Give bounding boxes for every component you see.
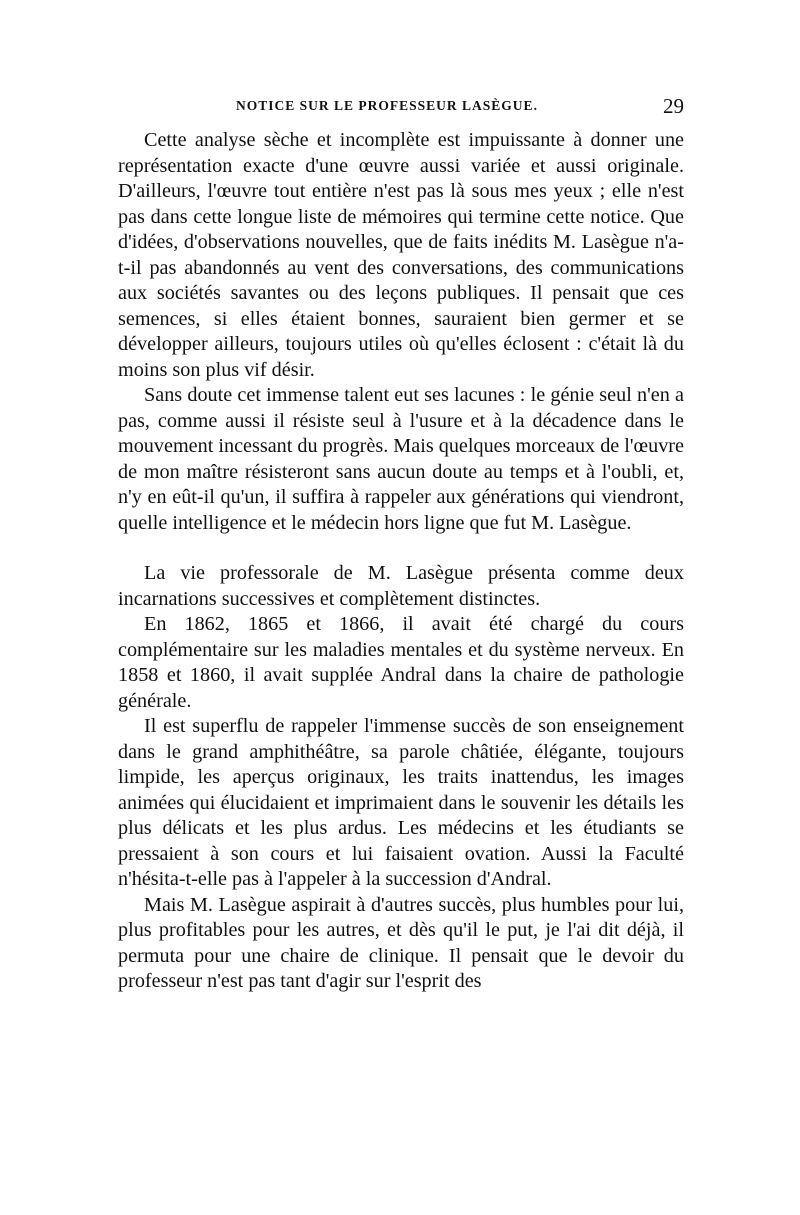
paragraph: La vie professorale de M. Lasègue présenta comme deux incarnations successives et complètement distinctes.	[118, 562, 684, 610]
paragraph: Cette analyse sèche et incomplète est impuissante à donner une représentation exacte d'une œuvre aussi variée et aussi originale. D'ailleurs, l'œuvre tout entière n'est pas là sous mes yeux ; elle n'est pas dans cette longue liste de mémoires qui termine cette notice. Que d'idées, d'observations nouvelles, que de faits inédits M. Lasègue n'a-t-il pas abandonnés au vent des conversations, des communications aux sociétés savantes ou des leçons publiques. Il pensait que ces semences, si elles étaient bonnes, sauraient bien germer et se développer ailleurs, toujours utiles où qu'elles éclosent : c'était là du moins son plus vif désir.	[118, 129, 684, 381]
paragraph: Sans doute cet immense talent eut ses lacunes : le génie seul n'en a pas, comme aussi il résiste seul à l'usure et à la décadence dans le mouvement incessant du progrès. Mais quelques morceaux de l'œuvre de mon maître résisteront sans aucun doute au temps et à l'oubli, et, n'y en eût-il qu'un, il suffira à rappeler aux générations qui viendront, quelle intelligence et le médecin hors ligne que fut M. Lasègue.	[118, 384, 684, 534]
running-header	[118, 94, 684, 124]
running-title: NOTICE SUR LE PROFESSEUR LASÈGUE.	[236, 98, 538, 113]
page-number: 29	[663, 94, 684, 118]
paragraph: En 1862, 1865 et 1866, il avait été chargé du cours complémentaire sur les maladies mentales et du système nerveux. En 1858 et 1860, il avait supplée Andral dans la chaire de pathologie générale.	[118, 613, 684, 712]
book-page	[118, 94, 684, 995]
paragraph: Il est superflu de rappeler l'immense succès de son enseignement dans le grand amphithéâtre, sa parole châtiée, élégante, toujours limpide, les aperçus originaux, les traits inattendus, les images animées qui élucidaient et imprimaient dans le souvenir les détails les plus délicats et les plus ardus. Les médecins et les étudiants se pressaient à son cours et lui faisaient ovation. Aussi la Faculté n'hésita-t-elle pas à l'appeler à la succession d'Andral.	[118, 715, 684, 890]
paragraph: Mais M. Lasègue aspirait à d'autres succès, plus humbles pour lui, plus profitables pour les autres, et dès qu'il le put, je l'ai dit déjà, il permuta pour une chaire de clinique. Il pensait que le devoir du professeur n'est pas tant d'agir sur l'esprit des	[118, 893, 684, 992]
body-text	[118, 128, 684, 995]
